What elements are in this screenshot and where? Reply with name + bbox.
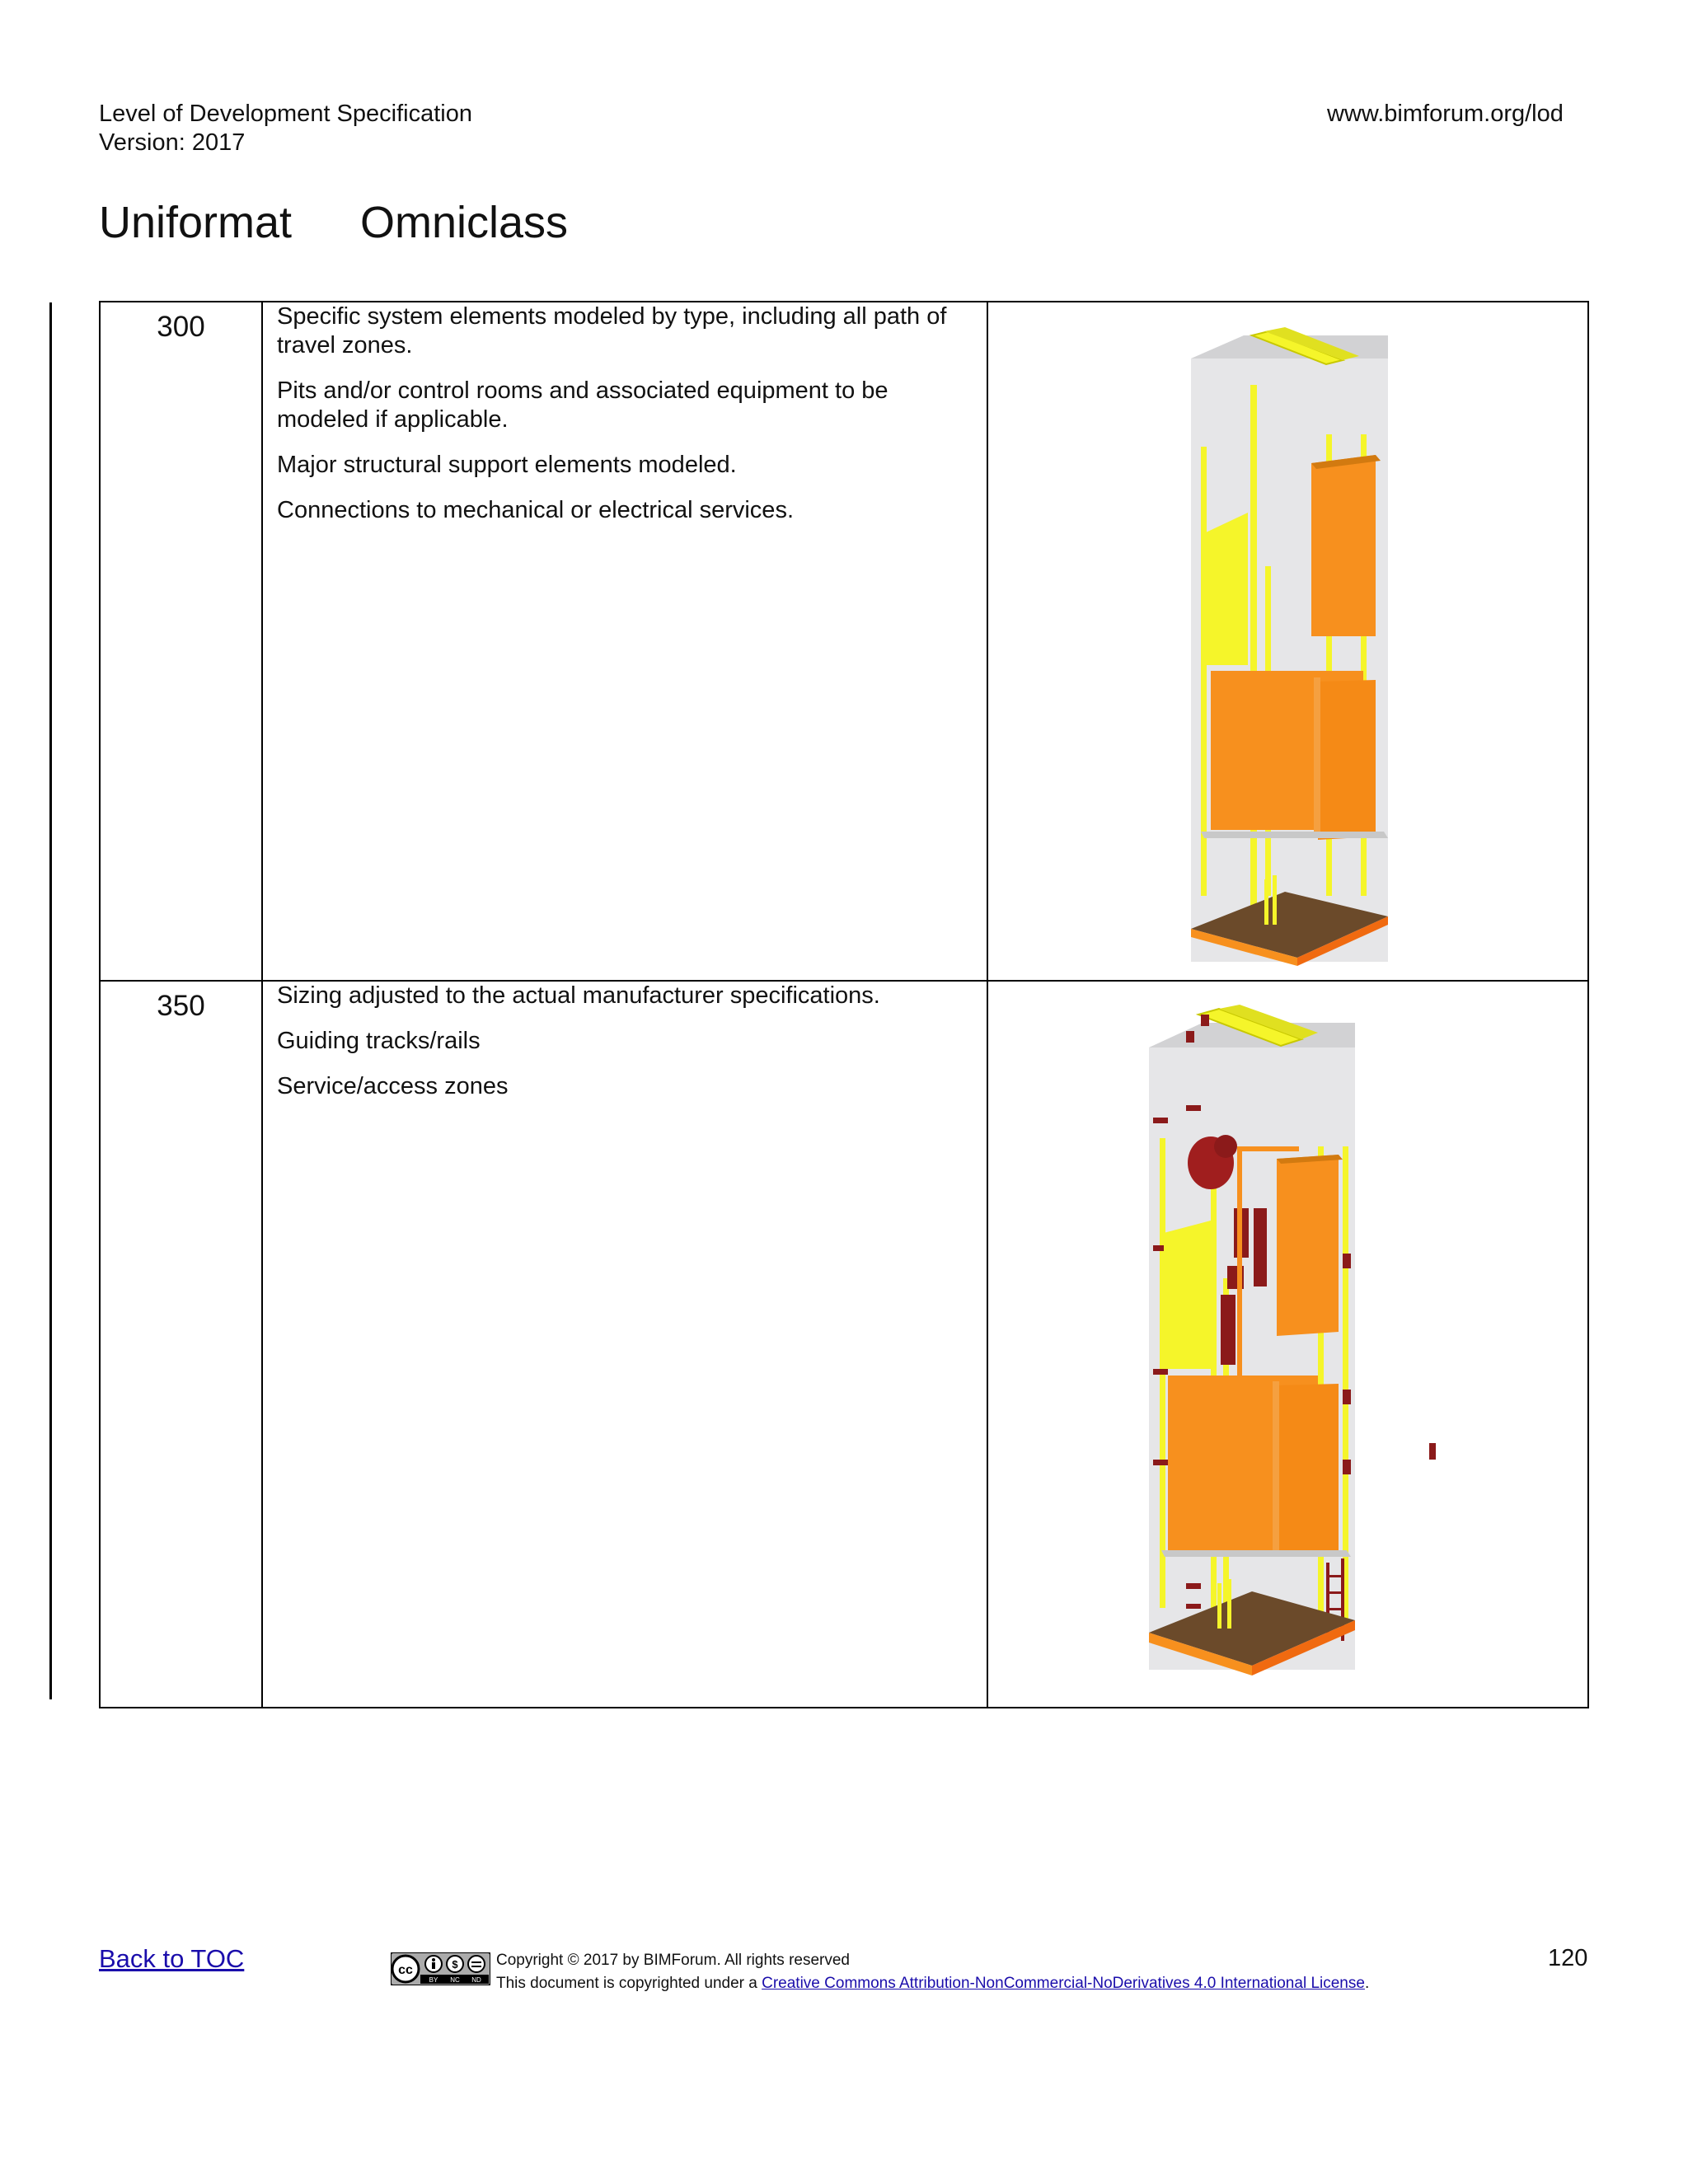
uniformat-heading: Uniformat	[99, 198, 293, 247]
description-item: Service/access zones	[277, 1073, 509, 1099]
description-item: Major structural support elements modeled.	[277, 452, 737, 478]
license-link[interactable]: Creative Commons Attribution-NonCommercial-NoDerivatives 4.0 International License	[762, 1975, 1365, 1992]
lod-350-illustration-cell	[987, 981, 1588, 1708]
omniclass-heading: Omniclass	[360, 198, 569, 247]
doc-title: Level of Development Specification	[99, 101, 472, 127]
creative-commons-license-badge	[391, 1952, 490, 1985]
license-suffix: .	[1364, 1975, 1370, 1992]
lod-table	[99, 301, 1589, 1708]
website-url: www.bimforum.org/lod	[1327, 101, 1564, 127]
cc-by-label: BY	[429, 1976, 438, 1984]
elevator-model-lod350-image	[988, 982, 1590, 1702]
description-item: Pits and/or control rooms and associated equipment to be modeled if applicable.	[277, 377, 889, 433]
lod-description-cell	[262, 302, 987, 981]
svg-text:$: $	[452, 1958, 458, 1971]
description-item: Sizing adjusted to the actual manufacturer specifications.	[277, 982, 880, 1009]
revision-change-bar	[49, 302, 52, 1699]
back-to-toc-link[interactable]: Back to TOC	[99, 1944, 245, 1973]
lod-description-cell	[262, 981, 987, 1708]
license-notice	[496, 1973, 1369, 1994]
page-number: 120	[1548, 1945, 1588, 1971]
description-item: Connections to mechanical or electrical services.	[277, 497, 794, 523]
cc-nd-label: ND	[471, 1976, 481, 1984]
elevator-model-lod300-image	[988, 302, 1590, 975]
table-row	[100, 981, 1588, 1708]
lod-level-350: 350	[157, 990, 205, 1022]
copyright-notice: Copyright © 2017 by BIMForum. All rights reserved	[496, 1952, 851, 1969]
lod-level-300: 300	[157, 311, 205, 343]
lod-level-cell	[100, 302, 262, 981]
doc-version: Version: 2017	[99, 129, 246, 156]
license-prefix: This document is copyrighted under a	[496, 1975, 762, 1992]
lod-300-illustration-cell	[987, 302, 1588, 981]
lod-level-cell	[100, 981, 262, 1708]
cc-nc-label: NC	[450, 1976, 460, 1984]
table-row	[100, 302, 1588, 981]
svg-text:cc: cc	[398, 1963, 413, 1977]
description-item: Guiding tracks/rails	[277, 1028, 481, 1054]
description-item: Specific system elements modeled by type, including all path of travel zones.	[277, 303, 947, 359]
